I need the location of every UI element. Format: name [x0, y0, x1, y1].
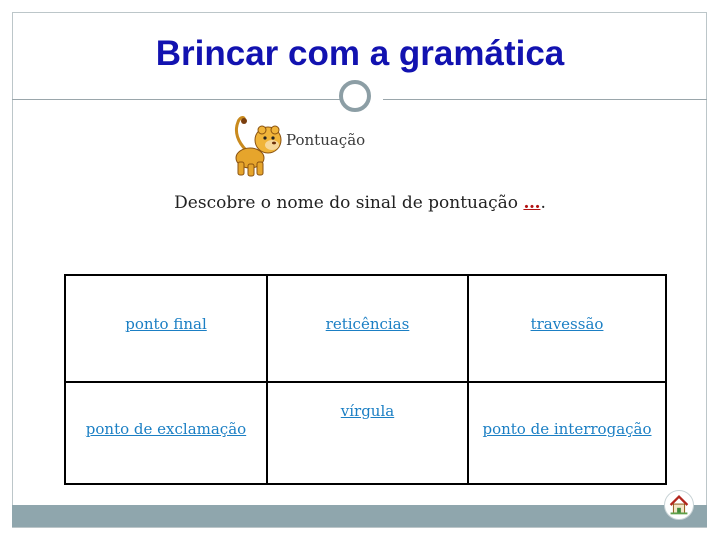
grid-divider [266, 276, 268, 483]
option-reticencias[interactable]: reticências [325, 315, 410, 333]
option-virgula[interactable]: vírgula [340, 402, 395, 420]
grid-divider [66, 381, 665, 383]
question-line [0, 193, 720, 213]
question-highlight: … [523, 193, 541, 213]
answer-grid [64, 274, 667, 485]
option-ponto-final[interactable]: ponto final [125, 315, 207, 333]
slide-title: Brincar com a gramática [155, 34, 565, 73]
home-icon[interactable] [664, 490, 694, 520]
footer-bar [12, 505, 707, 527]
grid-divider [467, 276, 469, 483]
title-divider-left [12, 99, 340, 100]
option-ponto-de-interrogacao[interactable]: ponto de interrogação [482, 420, 652, 438]
option-ponto-de-exclamacao[interactable]: ponto de exclamação [85, 420, 247, 438]
lion-icon [220, 112, 290, 178]
question-text: Descobre o nome do sinal de pontuação [174, 193, 524, 213]
slide-subtitle: Pontuação [286, 131, 366, 149]
option-travessao[interactable]: travessão [530, 315, 604, 333]
divider-ring-ornament [339, 80, 371, 112]
question-end: . [540, 193, 546, 213]
title-divider-right [383, 99, 707, 100]
